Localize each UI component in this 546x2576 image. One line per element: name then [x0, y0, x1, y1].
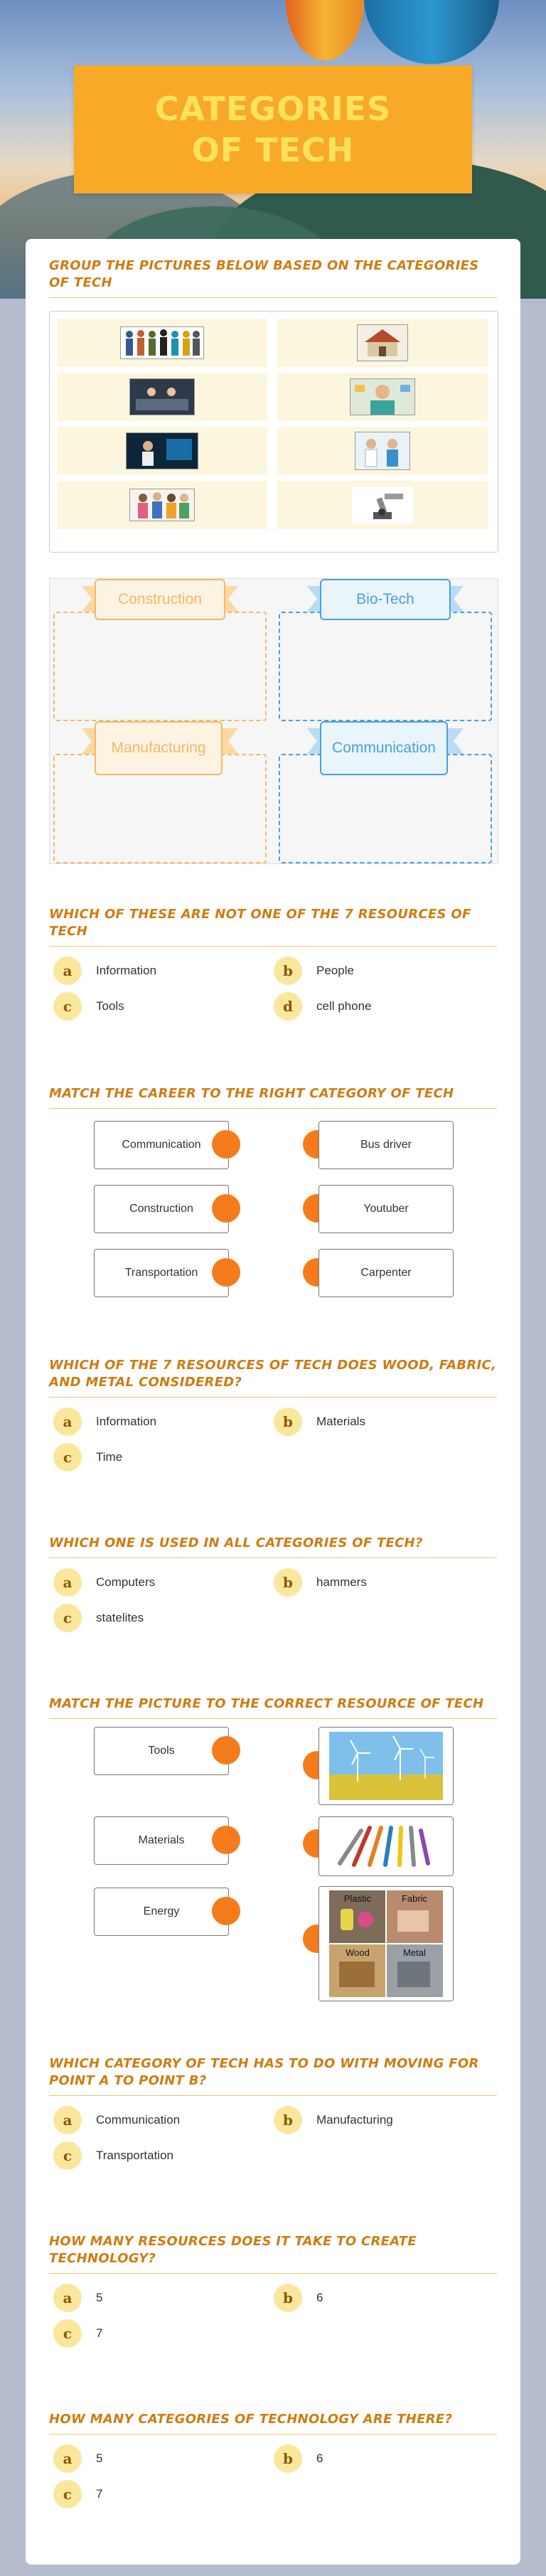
option-text: 6: [316, 2291, 323, 2304]
option-text: Computers: [96, 1575, 156, 1589]
option-c[interactable]: [53, 1443, 122, 1471]
category-label-construction: Construction: [95, 579, 225, 620]
doctor-icon: [350, 378, 415, 415]
material-label: Plastic: [343, 1893, 372, 1904]
option-b[interactable]: [274, 2444, 323, 2473]
divider: [49, 1718, 497, 1719]
question-9: [49, 2411, 497, 2513]
divider: [49, 946, 497, 947]
dropzone-construction[interactable]: [53, 612, 267, 721]
question-title: MATCH THE PICTURE TO THE CORRECT RESOURCE OF TECH: [49, 1696, 484, 1711]
option-c[interactable]: [53, 992, 124, 1021]
option-letter: a: [53, 2284, 82, 2312]
match-left-item[interactable]: Transportation: [94, 1249, 229, 1297]
question-2: [49, 906, 497, 1025]
option-letter: b: [274, 1407, 302, 1436]
question-3: [49, 1085, 497, 1109]
option-text: Transportation: [96, 2149, 173, 2162]
dropzone-bio-tech[interactable]: [279, 612, 492, 721]
option-b[interactable]: [274, 957, 354, 985]
question-title: WHICH OF THE 7 RESOURCES OF TECH DOES WOOD, FABRIC, AND METAL CONSIDERED?: [49, 1358, 497, 1390]
option-text: Information: [96, 964, 157, 977]
option-text: 5: [96, 2452, 103, 2465]
question-6: [49, 1696, 497, 1719]
match-right-item[interactable]: Youtuber: [318, 1185, 454, 1233]
option-a[interactable]: [53, 2106, 180, 2134]
draggable-image[interactable]: [277, 373, 488, 421]
question-5: [49, 1535, 497, 1636]
kids-phones-icon: [129, 489, 195, 521]
draggable-image[interactable]: [277, 319, 488, 367]
option-text: Tools: [96, 999, 124, 1013]
question-title: WHICH CATEGORY OF TECH HAS TO DO WITH MOVING FOR POINT A TO POINT B?: [49, 2056, 479, 2088]
category-dropzone-area: [49, 578, 498, 864]
category-label-communication: Communication: [320, 721, 448, 775]
option-text: cell phone: [316, 999, 372, 1013]
option-a[interactable]: [53, 2284, 102, 2312]
tools-set-icon: [326, 1821, 446, 1872]
question-title: WHICH OF THESE ARE NOT ONE OF THE 7 RESOURCES OF TECH: [49, 907, 471, 939]
option-letter: b: [274, 957, 302, 985]
option-letter: b: [274, 1568, 302, 1597]
scientist-screen-icon: [126, 432, 198, 469]
image-gallery: [49, 311, 498, 553]
category-label-manufacturing: Manufacturing: [95, 721, 223, 775]
option-text: 6: [316, 2452, 323, 2465]
option-letter: c: [53, 2319, 82, 2348]
option-c[interactable]: [53, 1604, 144, 1632]
people-group-icon: [120, 326, 204, 359]
match-right-image[interactable]: [318, 1816, 454, 1876]
divider: [49, 1108, 497, 1109]
draggable-image[interactable]: [57, 481, 267, 529]
option-c[interactable]: [53, 2319, 102, 2348]
option-letter: d: [274, 992, 302, 1021]
option-letter: a: [53, 2106, 82, 2134]
draggable-image[interactable]: [277, 481, 488, 529]
match-right-image[interactable]: [318, 1886, 454, 2001]
question-title: HOW MANY CATEGORIES OF TECHNOLOGY ARE THERE?: [49, 2412, 453, 2427]
question-4: [49, 1357, 497, 1476]
option-text: 7: [96, 2326, 103, 2340]
draggable-image[interactable]: [57, 427, 267, 475]
question-title: HOW MANY RESOURCES DOES IT TAKE TO CREATE TECHNOLOGY?: [49, 2234, 417, 2266]
factory-workers-icon: [129, 378, 195, 415]
materials-grid-icon: [329, 1890, 443, 1997]
match-left-item[interactable]: Energy: [94, 1888, 229, 1936]
option-letter: b: [274, 2444, 302, 2473]
match-left-item[interactable]: Materials: [94, 1816, 229, 1865]
option-c[interactable]: [53, 2141, 173, 2170]
option-a[interactable]: [53, 2444, 102, 2473]
question-1: [49, 257, 497, 298]
question-8: [49, 2233, 497, 2352]
option-letter: a: [53, 1568, 82, 1597]
match-left-item[interactable]: Communication: [94, 1121, 229, 1169]
house-construction-icon: [357, 324, 408, 361]
question-title: WHICH ONE IS USED IN ALL CATEGORIES OF TECH?: [49, 1536, 423, 1550]
wind-turbines-icon: [329, 1732, 443, 1800]
category-label-bio-tech: Bio-Tech: [320, 579, 451, 620]
divider: [49, 2095, 497, 2096]
option-b[interactable]: [274, 1407, 365, 1436]
option-a[interactable]: [53, 1568, 155, 1597]
balloon-icon: [364, 0, 499, 64]
question-title: GROUP THE PICTURES BELOW BASED ON THE CATEGORIES OF TECH: [49, 258, 479, 290]
question-7: [49, 2055, 497, 2174]
match-connector-dot[interactable]: [212, 1736, 240, 1765]
worksheet-card: [26, 239, 520, 2565]
match-left-item[interactable]: Tools: [94, 1727, 229, 1775]
option-letter: c: [53, 1604, 82, 1632]
draggable-image[interactable]: [57, 373, 267, 421]
option-text: People: [316, 964, 354, 977]
option-text: Communication: [96, 2113, 181, 2127]
divider: [49, 1397, 497, 1398]
option-letter: b: [274, 2284, 302, 2312]
option-b[interactable]: [274, 2106, 393, 2134]
lab-scientists-icon: [355, 432, 410, 470]
material-label: Fabric: [401, 1893, 428, 1904]
robot-arm-icon: [352, 486, 413, 523]
question-title: MATCH THE CAREER TO THE RIGHT CATEGORY OF TECH: [49, 1086, 454, 1101]
match-connector-dot[interactable]: [212, 1130, 240, 1159]
option-text: Time: [96, 1450, 123, 1464]
material-label: Wood: [346, 1947, 370, 1958]
option-d[interactable]: [274, 992, 372, 1021]
option-a[interactable]: [53, 1407, 156, 1436]
option-c[interactable]: [53, 2480, 102, 2508]
option-text: 5: [96, 2291, 103, 2304]
draggable-image[interactable]: [277, 427, 488, 475]
option-letter: a: [53, 2444, 82, 2473]
match-connector-dot[interactable]: [212, 1897, 240, 1925]
material-label: Metal: [403, 1947, 426, 1958]
page-title: CATEGORIES OF TECH: [154, 90, 392, 169]
divider: [49, 297, 497, 298]
option-b[interactable]: [274, 2284, 323, 2312]
option-text: hammers: [316, 1575, 367, 1589]
option-letter: a: [53, 957, 82, 985]
title-banner: [74, 65, 472, 193]
option-letter: c: [53, 2480, 82, 2508]
match-left-item[interactable]: Construction: [94, 1185, 229, 1233]
match-connector-dot[interactable]: [212, 1826, 240, 1854]
option-b[interactable]: [274, 1568, 367, 1597]
match-connector-dot[interactable]: [212, 1194, 240, 1223]
balloon-icon: [286, 0, 364, 60]
match-right-item[interactable]: Carpenter: [318, 1249, 454, 1297]
option-letter: c: [53, 1443, 82, 1471]
draggable-image[interactable]: [57, 319, 267, 367]
option-text: Information: [96, 1415, 157, 1428]
match-right-image[interactable]: [318, 1727, 454, 1805]
match-connector-dot[interactable]: [212, 1258, 240, 1287]
option-a[interactable]: [53, 957, 156, 985]
option-letter: b: [274, 2106, 302, 2134]
option-text: 7: [96, 2487, 103, 2501]
option-text: statelites: [96, 1611, 144, 1624]
option-letter: c: [53, 2141, 82, 2170]
match-right-item[interactable]: Bus driver: [318, 1121, 454, 1169]
option-letter: c: [53, 992, 82, 1021]
divider: [49, 2273, 497, 2274]
option-text: Materials: [316, 1415, 365, 1428]
option-letter: a: [53, 1407, 82, 1436]
option-text: Manufacturing: [316, 2113, 393, 2127]
